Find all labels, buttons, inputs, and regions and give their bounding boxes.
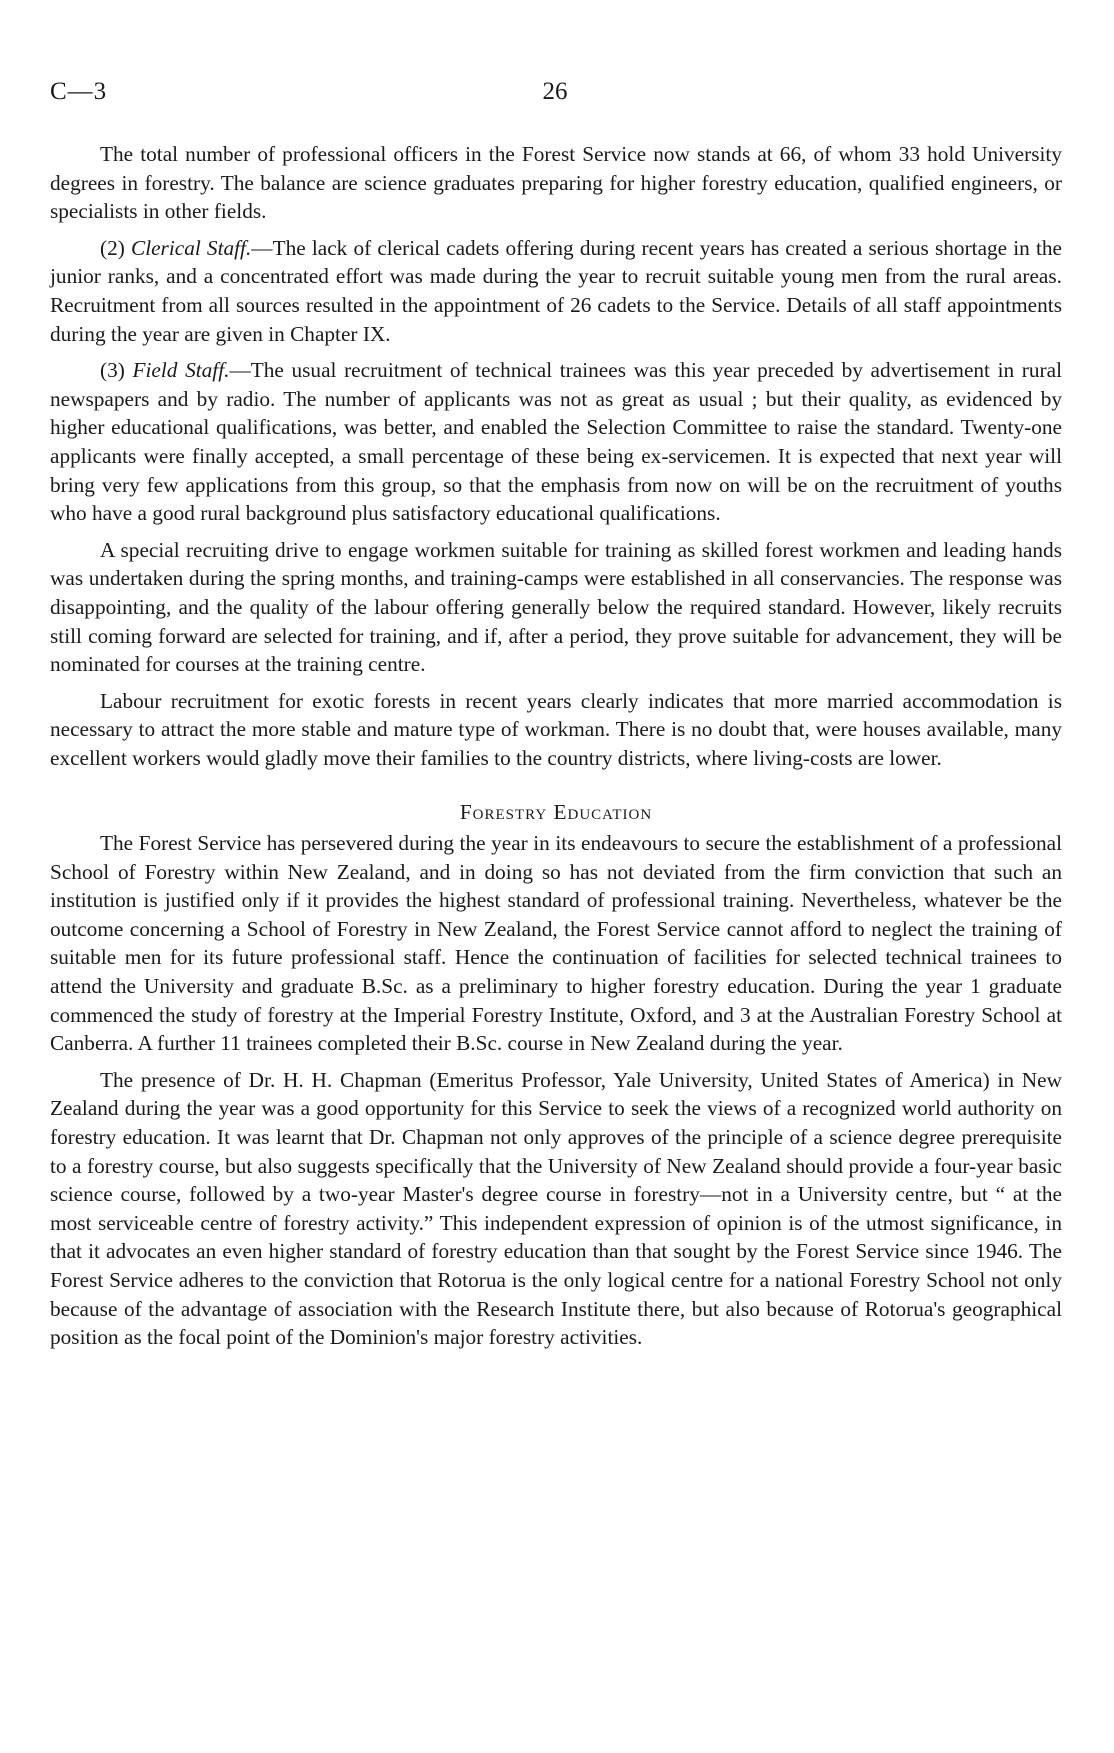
section-heading-forestry-education: Forestry Education [459, 800, 653, 825]
subheading-clerical-staff: Clerical Staff. [130, 235, 252, 260]
page-number: 26 [542, 78, 568, 105]
paragraph-text: —The lack of clerical cadets offering during recent years has created a serious shortage in the junior ranks, and a concentrated effort was made during the year to recruit suitable young men from the rural areas. Recruitment from all sources resulted in the appointment of 26 cadets to the Service. Details of all staff appointments during the year are given in Chapter IX. [50, 235, 1062, 346]
paragraph-text: The Forest Service has persevered during the year in its endeavours to secure the establishment of a professional School of Forestry within New Zealand, and in doing so has not deviated from the firm conviction that such an institution is justified only if it provides the highest standard of professional training. Nevertheless, whatever be the outcome concerning a School of Forestry in New Zealand, the Forest Service cannot afford to neglect the training of suitable men for its future professional staff. Hence the continuation of facilities for selected technical trainees to attend the University and graduate B.Sc. as a preliminary to higher forestry education. During the year 1 graduate commenced the study of forestry at the Imperial Forestry Institute, Oxford, and 3 at the Australian Forestry School at Canberra. A further 11 trainees completed their B.Sc. course in New Zealand during the year. [50, 831, 1062, 1056]
paragraph-recruiting-drive [50, 536, 1062, 679]
subheading-field-staff: Field Staff. [132, 358, 230, 383]
page-body [50, 140, 1062, 1360]
paragraph-text: The presence of Dr. H. H. Chapman (Emeritus Professor, Yale University, United States of America) in New Zealand during the year was a good opportunity for this Service to seek the views of a recognized world authority on forestry education. It was learnt that Dr. Chapman not only approves of the principle of a science degree prerequisite to a forestry course, but also suggests specifically that the University of New Zealand should provide a four-year basic science course, followed by a two-year Master's degree course in forestry—not in a University centre, but “ at the most serviceable centre of forestry activity.” This independent expression of opinion is of the utmost significance, in that it advocates an even higher standard of forestry education than that sought by the Forest Service since 1946. The Forest Service adheres to the conviction that Rotorua is the only logical centre for a national Forestry School not only because of the advantage of association with the Research Institute there, but also because of Rotorua's geographical position as the focal point of the Dominion's major forestry activities. [50, 1067, 1062, 1350]
document-code: C—3 [50, 78, 108, 105]
paragraph-clerical-staff [50, 234, 1062, 348]
paragraph-professional-officers [50, 140, 1062, 226]
paragraph-text: —The usual recruitment of technical trainees was this year preceded by advertisement in rural newspapers and by radio. The number of applicants was not as great as usual ; but their quality, as evidenced by higher educational qualifications, was better, and enabled the Selection Committee to raise the standard. Twenty-one applicants were finally accepted, a small percentage of these being ex-servicemen. It is expected that next year will bring very few applications from this group, so that the emphasis from now on will be on the recruitment of youths who have a good rural background plus satisfactory educational qualifications. [50, 358, 1063, 526]
paragraph-number: (2) [100, 235, 131, 260]
paragraph-text: Labour recruitment for exotic forests in recent years clearly indicates that more married accommodation is necessary to attract the more stable and mature type of workman. There is no doubt that, were houses available, many excellent workers would gladly move their families to the country districts, where living-costs are lower. [50, 688, 1062, 770]
page-header [50, 78, 1060, 112]
paragraph-text: The total number of professional officers in the Forest Service now stands at 66, of whom 33 hold University degrees in forestry. The balance are science graduates preparing for higher forestry education, qualified engineers, or specialists in other fields. [50, 142, 1062, 224]
paragraph-text: A special recruiting drive to engage workmen suitable for training as skilled forest workmen and leading hands was undertaken during the spring months, and training-camps were established in all conservancies. The response was disappointing, and the quality of the labour offering generally below the required standard. However, likely recruits still coming forward are selected for training, and if, after a period, they prove suitable for advancement, they will be nominated for courses at the training centre. [50, 537, 1062, 677]
paragraph-dr-chapman [50, 1066, 1062, 1352]
paragraph-field-staff [50, 356, 1062, 528]
paragraph-labour-recruitment [50, 687, 1062, 773]
paragraph-school-of-forestry [50, 829, 1062, 1058]
paragraph-number: (3) [100, 358, 133, 383]
